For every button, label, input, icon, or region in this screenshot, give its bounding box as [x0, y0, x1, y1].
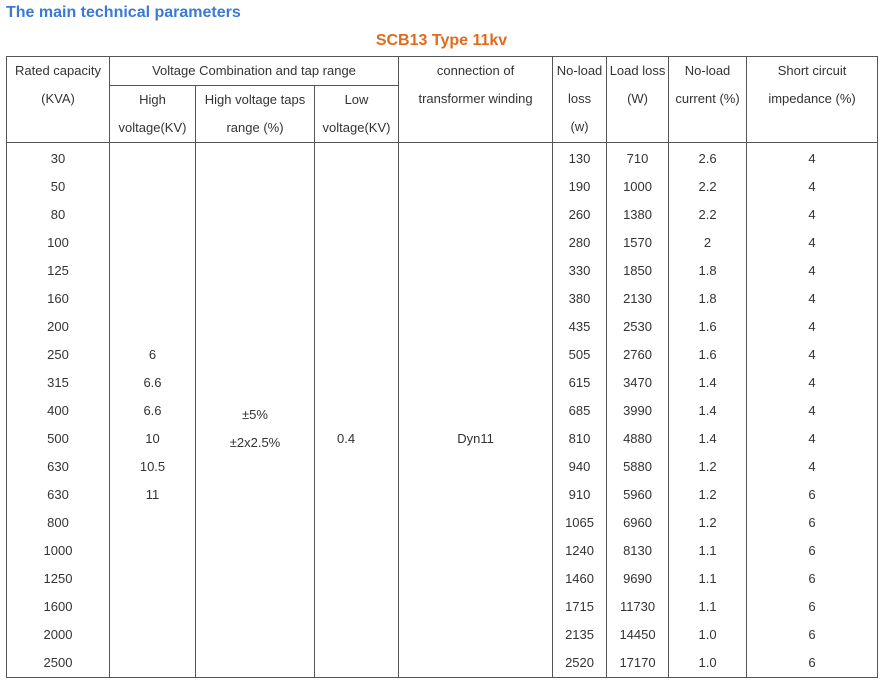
header-no-load-loss: [553, 57, 607, 143]
no-load-loss-cell: 330: [568, 263, 591, 278]
capacity-cell: 1000: [43, 543, 73, 558]
header-short-circuit-line-2: impedance (%): [768, 91, 856, 106]
capacity-column: [7, 143, 110, 678]
spacer: [110, 145, 195, 341]
no-load-loss-cell: 280: [568, 235, 591, 250]
low-voltage-column: [315, 143, 399, 678]
connection-column: [399, 143, 553, 678]
no-load-current-cell: 1.8: [698, 291, 717, 306]
capacity-cell: 630: [47, 487, 69, 502]
header-hv-taps-line-2: range (%): [226, 120, 284, 135]
impedance-cell: 6: [808, 515, 816, 530]
capacity-cell: 200: [47, 319, 69, 334]
no-load-current-cell: 1.2: [698, 459, 717, 474]
impedance-cell: 4: [808, 179, 816, 194]
page-heading: The main technical parameters: [6, 4, 241, 21]
load-loss-cell: 3470: [623, 375, 652, 390]
load-loss-cell: 1380: [623, 207, 652, 222]
high-voltage-value: 11: [145, 487, 160, 502]
header-load-loss-line-1: Load loss: [609, 63, 666, 78]
no-load-current-cell: 1.1: [698, 543, 717, 558]
capacity-cell: 50: [50, 179, 66, 194]
load-loss-cell: 1570: [623, 235, 652, 250]
impedance-cell: 4: [808, 207, 816, 222]
header-no-load-loss-line-2: loss: [567, 91, 592, 106]
header-connection-line-2: transformer winding: [418, 91, 533, 106]
capacity-cell: 1250: [43, 571, 73, 586]
load-loss-cell: 6960: [623, 515, 652, 530]
no-load-loss-cell: 130: [568, 151, 591, 166]
capacity-cell: 80: [50, 207, 66, 222]
load-loss-cell: 2760: [623, 347, 652, 362]
high-voltage-value: 6.6: [143, 375, 162, 390]
header-no-load-current-line-1: No-load: [684, 63, 731, 78]
high-voltage-value: 10: [145, 431, 160, 446]
header-low-voltage: [315, 86, 399, 143]
no-load-current-cell: 2.6: [698, 151, 717, 166]
no-load-current-cell: 1.8: [698, 263, 717, 278]
no-load-current-cell: 1.6: [698, 319, 717, 334]
no-load-current-cell: 1.0: [698, 655, 717, 670]
no-load-current-cell: 2: [703, 235, 712, 250]
capacity-cell: 800: [47, 515, 69, 530]
high-voltage-value: 10.5: [139, 459, 166, 474]
capacity-cell: 250: [47, 347, 69, 362]
capacity-cell: 630: [47, 459, 69, 474]
header-short-circuit-line-1: Short circuit: [777, 63, 847, 78]
spacer: [110, 509, 195, 677]
header-hv-taps-line-1: High voltage taps: [204, 92, 306, 107]
impedance-cell: 4: [808, 347, 816, 362]
spacer: [315, 145, 398, 425]
no-load-loss-cell: 505: [568, 347, 591, 362]
load-loss-cell: 710: [626, 151, 649, 166]
no-load-loss-cell: 685: [568, 403, 591, 418]
no-load-loss-cell: 1065: [565, 515, 594, 530]
header-no-load-current: [669, 57, 747, 143]
spacer: [399, 145, 552, 425]
impedance-cell: 4: [808, 459, 816, 474]
no-load-current-cell: 1.6: [698, 347, 717, 362]
load-loss-cell: 11730: [619, 599, 656, 614]
load-loss-cell: 9690: [623, 571, 652, 586]
load-loss-cell: 3990: [623, 403, 652, 418]
capacity-cell: 160: [47, 291, 69, 306]
no-load-loss-cell: 190: [568, 179, 591, 194]
no-load-loss-cell: 1240: [565, 543, 594, 558]
header-rated-capacity: [7, 57, 110, 143]
no-load-loss-column: [553, 143, 607, 678]
header-load-loss: [607, 57, 669, 143]
no-load-current-cell: 1.1: [698, 571, 717, 586]
load-loss-cell: 17170: [619, 655, 656, 670]
no-load-current-cell: 1.4: [698, 403, 717, 418]
no-load-current-cell: 1.2: [698, 515, 717, 530]
no-load-loss-cell: 380: [568, 291, 591, 306]
capacity-cell: 2000: [43, 627, 73, 642]
no-load-current-cell: 1.4: [698, 375, 717, 390]
capacity-cell: 100: [47, 235, 69, 250]
no-load-loss-cell: 810: [568, 431, 591, 446]
capacity-cell: 400: [47, 403, 69, 418]
impedance-cell: 6: [808, 487, 816, 502]
table-subtitle: SCB13 Type 11kv: [375, 32, 508, 49]
header-connection-line-1: connection of: [436, 63, 515, 78]
high-voltage-value: 6.6: [143, 403, 162, 418]
impedance-cell: 4: [808, 431, 816, 446]
load-loss-cell: 4880: [623, 431, 652, 446]
no-load-loss-cell: 1715: [565, 599, 594, 614]
hv-taps-value: ±2x2.5%: [229, 435, 281, 450]
load-loss-cell: 1850: [623, 263, 652, 278]
load-loss-cell: 5960: [623, 487, 652, 502]
capacity-cell: 2500: [43, 655, 73, 670]
header-no-load-loss-line-3: (w): [570, 119, 589, 134]
header-voltage-combination-label: Voltage Combination and tap range: [152, 63, 356, 78]
load-loss-cell: 14450: [619, 627, 656, 642]
no-load-loss-cell: 615: [568, 375, 591, 390]
capacity-cell: 125: [47, 263, 69, 278]
header-load-loss-line-2: (W): [627, 91, 648, 106]
capacity-cell: 500: [47, 431, 69, 446]
header-short-circuit: [747, 57, 878, 143]
header-high-voltage: [110, 86, 196, 143]
impedance-cell: 6: [808, 599, 816, 614]
hv-taps-value: ±5%: [242, 407, 268, 422]
impedance-cell: 6: [808, 571, 816, 586]
header-rated-capacity-line-2: (KVA): [41, 91, 75, 106]
high-voltage-column: [110, 143, 196, 678]
load-loss-cell: 5880: [623, 459, 652, 474]
no-load-current-cell: 1.1: [698, 599, 717, 614]
no-load-current-cell: 2.2: [698, 179, 717, 194]
header-no-load-loss-line-1: No-load: [556, 63, 603, 78]
header-rated-capacity-line-1: Rated capacity: [15, 63, 101, 78]
impedance-cell: 4: [808, 319, 816, 334]
no-load-current-cell: 1.0: [698, 627, 717, 642]
no-load-current-column: [669, 143, 747, 678]
table-body-row: [7, 143, 878, 678]
no-load-loss-cell: 260: [568, 207, 591, 222]
hv-taps-column: [196, 143, 315, 678]
impedance-cell: 4: [808, 263, 816, 278]
high-voltage-value: 6: [148, 347, 157, 362]
header-hv-taps: [196, 86, 315, 143]
no-load-current-cell: 1.4: [698, 431, 717, 446]
impedance-cell: 6: [808, 655, 816, 670]
no-load-loss-cell: 1460: [565, 571, 594, 586]
no-load-loss-cell: 2520: [565, 655, 594, 670]
capacity-cell: 315: [47, 375, 69, 390]
no-load-loss-cell: 940: [568, 459, 591, 474]
impedance-cell: 6: [808, 627, 816, 642]
impedance-cell: 4: [808, 235, 816, 250]
low-voltage-value: 0.4: [337, 431, 356, 446]
header-low-voltage-line-1: Low: [344, 92, 369, 107]
capacity-cell: 1600: [43, 599, 73, 614]
connection-value: Dyn11: [457, 431, 494, 446]
no-load-loss-cell: 2135: [565, 627, 594, 642]
load-loss-cell: 2130: [623, 291, 652, 306]
impedance-cell: 4: [808, 151, 816, 166]
impedance-cell: 4: [808, 403, 816, 418]
spacer: [196, 145, 314, 401]
capacity-cell: 30: [50, 151, 66, 166]
header-connection: [399, 57, 553, 143]
impedance-cell: 4: [808, 291, 816, 306]
no-load-current-cell: 1.2: [698, 487, 717, 502]
header-high-voltage-line-1: High: [139, 92, 166, 107]
load-loss-cell: 2530: [623, 319, 652, 334]
header-high-voltage-line-2: voltage(KV): [118, 120, 187, 135]
load-loss-column: [607, 143, 669, 678]
impedance-cell: 6: [808, 543, 816, 558]
impedance-column: [747, 143, 878, 678]
load-loss-cell: 1000: [623, 179, 652, 194]
header-voltage-combination: [110, 57, 399, 86]
no-load-loss-cell: 910: [568, 487, 591, 502]
header-no-load-current-line-2: current (%): [675, 91, 740, 106]
technical-parameters-table: [6, 56, 878, 678]
load-loss-cell: 8130: [623, 543, 652, 558]
impedance-cell: 4: [808, 375, 816, 390]
no-load-loss-cell: 435: [568, 319, 591, 334]
no-load-current-cell: 2.2: [698, 207, 717, 222]
header-low-voltage-line-2: voltage(KV): [322, 120, 391, 135]
